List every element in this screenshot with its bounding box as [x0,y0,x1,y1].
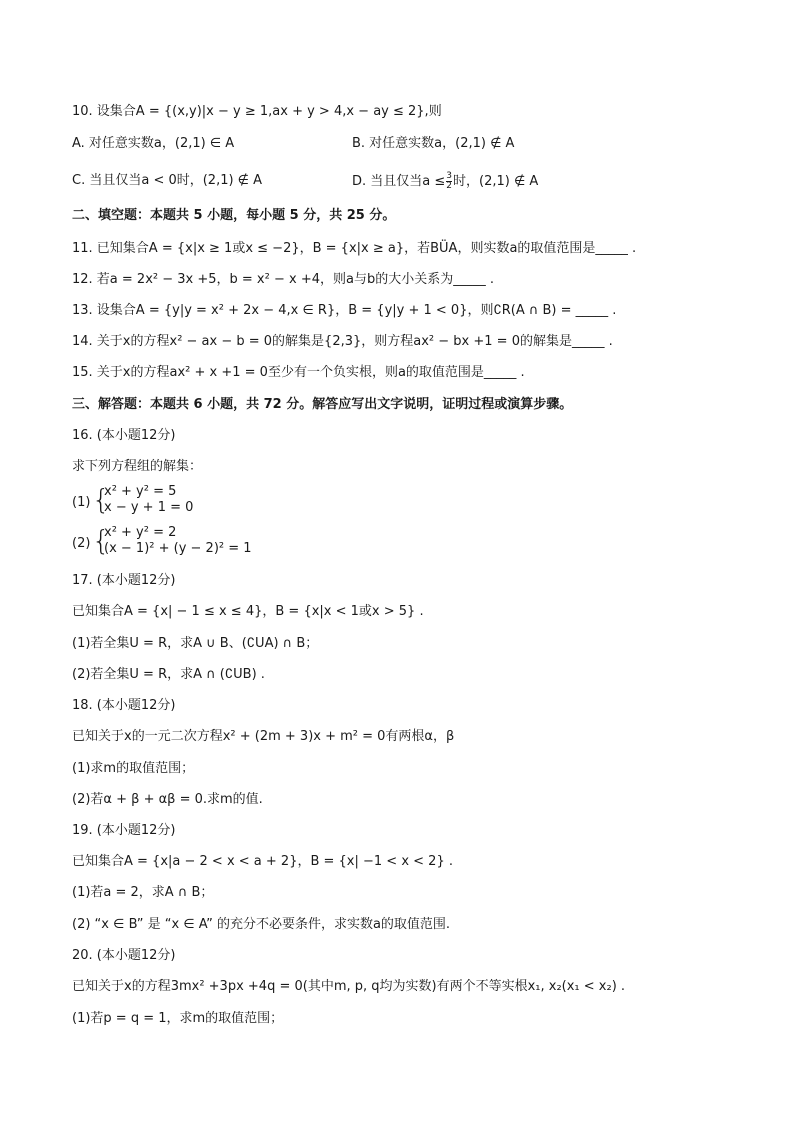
brace-icon: { [92,524,110,557]
section-2-heading: 二、填空题：本题共 5 小题，每小题 5 分，共 25 分。 [72,208,396,223]
q19-part1: (1)若a = 2，求A ∩ B； [72,885,214,900]
q17-part1: (1)若全集U = R，求A ∪ B、(∁UA) ∩ B； [72,636,319,651]
q15: 15. 关于x的方程ax² + x +1 = 0至少有一个负实根，则a的取值范围是_____ . [72,365,525,380]
q19-header: 19. (本小题12分) [72,823,176,838]
q16-stem: 求下列方程组的解集： [72,459,203,474]
q16-header: 16. (本小题12分) [72,428,176,443]
q13: 13. 设集合A = {y|y = x² + 2x − 4,x ∈ R}，B = {y|y + 1 < 0}，则∁R(A ∩ B) = _____ . [72,303,617,318]
brace-icon: { [92,483,110,516]
q11: 11. 已知集合A = {x|x ≥ 1或x ≤ −2}，B = {x|x ≥ a}，若BÜA，则实数a的取值范围是_____ . [72,241,637,256]
q16-part1-eq1: x² + y² = 5 [104,484,177,499]
section-3-heading: 三、解答题：本题共 6 小题，共 72 分。解答应写出文字说明，证明过程或演算步骤。 [72,397,573,412]
q17-part2: (2)若全集U = R，求A ∩ (∁UB) . [72,667,265,682]
q18-part2: (2)若α + β + αβ = 0.求m的值. [72,792,263,807]
q16-part2-eq2: (x − 1)² + (y − 2)² = 1 [104,541,252,556]
q20-part1: (1)若p = q = 1，求m的取值范围； [72,1011,284,1026]
q16-part1-label: (1) [72,495,91,510]
q16-part2-eq1: x² + y² = 2 [104,525,177,540]
q12: 12. 若a = 2x² − 3x +5，b = x² − x +4，则a与b的大小关系为_____ . [72,272,494,287]
q17-header: 17. (本小题12分) [72,573,176,588]
fraction-numerator: 3 [446,171,453,181]
q19-stem: 已知集合A = {x|a − 2 < x < a + 2}，B = {x| −1 < x < 2} . [72,854,453,869]
fraction-denominator: 2 [446,181,453,191]
q19-part2: (2) “x ∈ B” 是 “x ∈ A” 的充分不必要条件，求实数a的取值范围. [72,917,451,932]
q10-option-b: B. 对任意实数a，(2,1) ∉ A [352,136,515,151]
q16-part1-eq2: x − y + 1 = 0 [104,500,194,515]
q10-option-d-prefix: D. 当且仅当a ≤ [352,174,446,189]
q10-option-c: C. 当且仅当a < 0时，(2,1) ∉ A [72,173,263,188]
q10-stem: 10. 设集合A = {(x,y)|x − y ≥ 1,ax + y > 4,x − ay ≤ 2},则 [72,104,442,119]
q10-option-d-suffix: 时，(2,1) ∉ A [453,174,539,189]
q14: 14. 关于x的方程x² − ax − b = 0的解集是{2,3}，则方程ax² − bx +1 = 0的解集是_____ . [72,334,613,349]
q10-option-d [352,172,538,191]
q18-header: 18. (本小题12分) [72,698,176,713]
q20-header: 20. (本小题12分) [72,948,176,963]
q10-option-d-fraction [446,172,452,191]
q18-stem: 已知关于x的一元二次方程x² + (2m + 3)x + m² = 0有两根α，β [72,729,455,744]
q17-stem: 已知集合A = {x| − 1 ≤ x ≤ 4}，B = {x|x < 1或x > 5} . [72,604,424,619]
q16-part2-label: (2) [72,536,91,551]
q20-stem: 已知关于x的方程3mx² +3px +4q = 0(其中m, p, q均为实数)有两个不等实根x₁, x₂(x₁ < x₂) . [72,979,626,994]
q10-option-a: A. 对任意实数a，(2,1) ∈ A [72,136,235,151]
q18-part1: (1)求m的取值范围； [72,761,195,776]
